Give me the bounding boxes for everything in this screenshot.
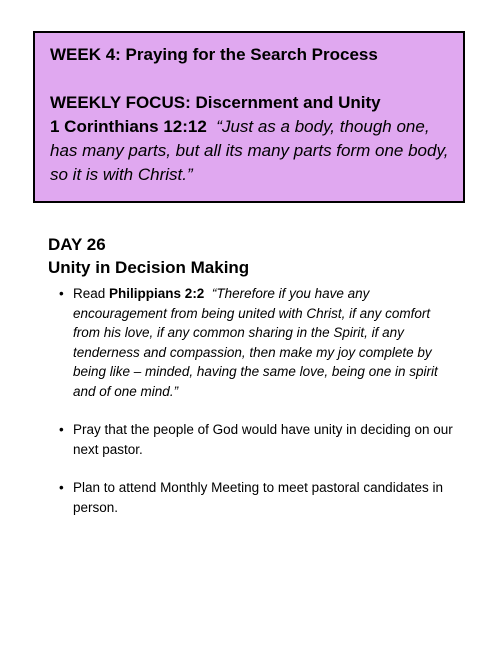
weekly-focus-title: WEEKLY FOCUS: Discernment and Unity xyxy=(50,93,381,112)
day-section xyxy=(48,233,458,536)
pray-text: Pray that the people of God would have unity in deciding on our next pastor. xyxy=(73,422,453,457)
scripture-quote: “Therefore if you have any encouragement from being united with Christ, if any comfort from his love, if any common sharing in the Spirit, if any tenderness and compassion, then make my joy complete by being like – minded, having the same love, being one in spirit and of one mind.” xyxy=(73,286,438,399)
list-item-read-scripture xyxy=(48,284,458,401)
weekly-focus-box xyxy=(33,31,465,203)
plan-text: Plan to attend Monthly Meeting to meet pastoral candidates in person. xyxy=(73,480,443,515)
day-title: DAY 26 xyxy=(48,235,106,254)
list-item-plan xyxy=(48,478,458,517)
day-item-list xyxy=(48,284,458,517)
weekly-verse xyxy=(50,115,450,187)
verse-quote: “Just as a body, though one, has many parts, but all its many parts form one body, so it is with Christ.” xyxy=(50,117,449,184)
list-item-pray xyxy=(48,420,458,459)
bullet-icon: • xyxy=(59,480,64,495)
bullet-icon: • xyxy=(59,286,64,301)
day-subtitle: Unity in Decision Making xyxy=(48,258,250,277)
verse-reference: 1 Corinthians 12:12 xyxy=(50,117,207,136)
scripture-reference: Philippians 2:2 xyxy=(109,286,205,301)
bullet-icon: • xyxy=(59,422,64,437)
read-prefix: Read xyxy=(73,286,106,301)
week-title: WEEK 4: Praying for the Search Process xyxy=(50,45,378,64)
